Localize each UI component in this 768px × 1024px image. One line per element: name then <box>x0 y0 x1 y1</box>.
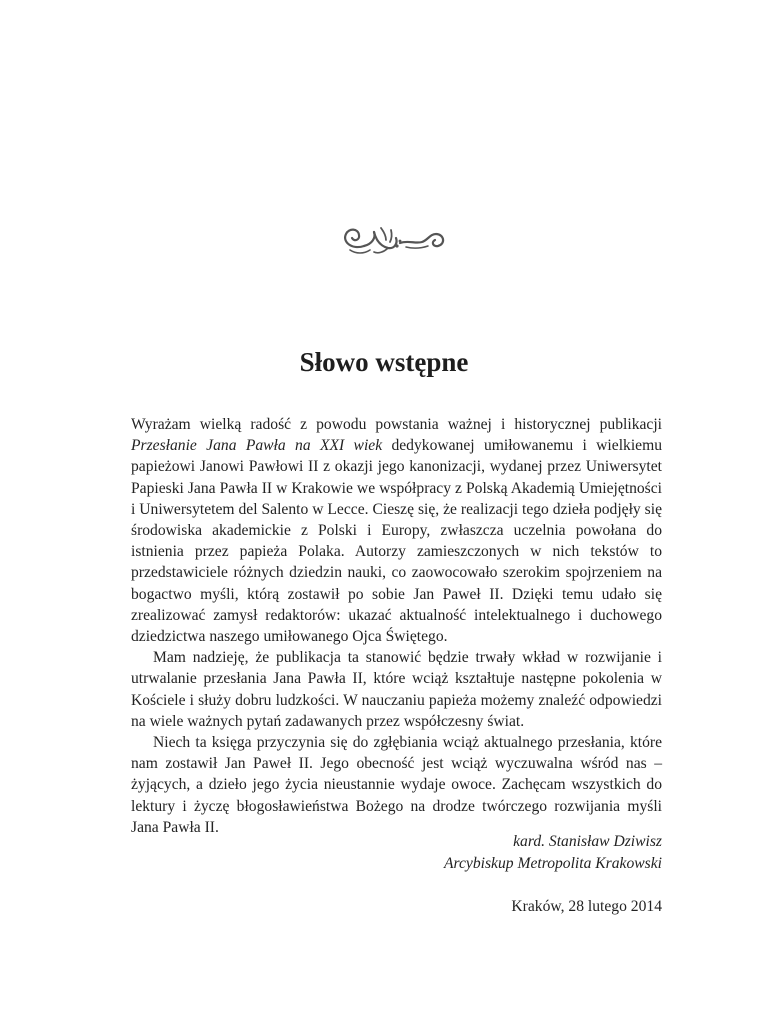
paragraph-1-rest: dedykowanej umiłowanemu i wielkiemu papieżowi Janowi Pawłowi II z okazji jego kanonizacji, wydanej przez Uniwersytet Papieski Jana Pawła II w Krakowie we współpracy z Polską Akademią Umiejętności i Uniwersytetem del Salento w Lecce. Cieszę się, że realizacji tego dzieła podjęły się środowiska akademickie z Polski i Europy, zwłaszcza uczelnia powołana do istnienia przez papieża Polaka. Autorzy zamieszczonych w nich tekstów to przedstawiciele różnych dziedzin nauki, co zaowocowało szerokim spojrzeniem na bogactwo myśli, którą zostawił po sobie Jan Paweł II. Dzięki temu udało się zrealizować zamysł redaktorów: ukazać aktualność intelektualnego i duchowego dziedzictwa naszego umiłowanego Ojca Świętego. <box>131 437 662 646</box>
foreword-body <box>131 414 662 838</box>
paragraph-1 <box>131 414 662 647</box>
paragraph-2: Mam nadzieję, że publikacja ta stanowić będzie trwały wkład w rozwijanie i utrwalanie przesłania Jana Pawła II, które wciąż kształtuje następne pokolenia w Kościele i służy dobru ludzkości. W nauczaniu papieża możemy znaleźć odpowiedzi na wiele ważnych pytań zadawanych przez współczesny świat. <box>131 649 662 730</box>
signature-block <box>444 831 662 874</box>
paragraph-1-start: Wyrażam wielką radość z powodu powstania ważnej i historycznej publikacji <box>131 416 662 433</box>
place-and-date: Kraków, 28 lutego 2014 <box>511 898 662 915</box>
book-title: Przesłanie Jana Pawła na XXI wiek <box>131 437 383 455</box>
decorative-flourish-icon <box>334 216 454 268</box>
signature-role: Arcybiskup Metropolita Krakowski <box>444 854 662 872</box>
paragraph-3: Niech ta księga przyczynia się do zgłębiania wciąż aktualnego przesłania, które nam zostawił Jan Paweł II. Jego obecność jest wciąż wyczuwalna wśród nas – żyjących, a dzieło jego życia nieustannie wydaje owoce. Zachęcam wszystkich do lektury i życzę błogosławieństwa Bożego na drodze twórczego rozwijania myśli Jana Pawła II. <box>131 734 662 836</box>
signature-name: kard. Stanisław Dziwisz <box>513 833 662 850</box>
page-title: Słowo wstępne <box>299 347 469 378</box>
